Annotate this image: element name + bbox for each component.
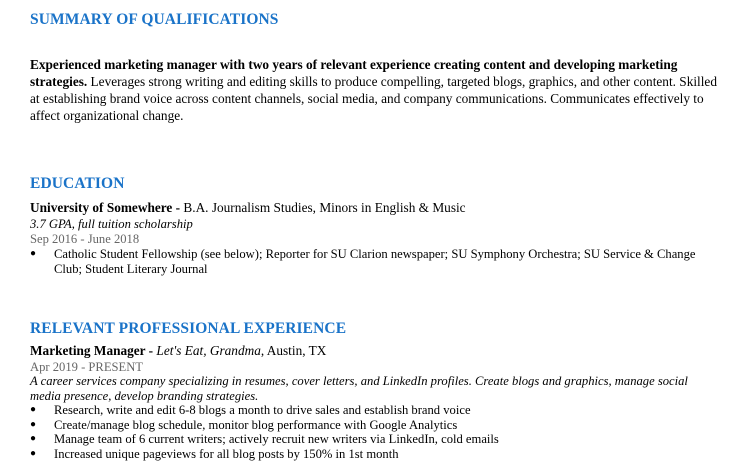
summary-paragraph xyxy=(30,56,720,124)
experience-description: A career services company specializing in resumes, cover letters, and LinkedIn profiles. Create blogs and graphics, manage social media presence, develop branding strategies. xyxy=(30,374,688,403)
summary-lead: Experienced marketing manager with two years of relevant experience creating content and developing marketing strategies. xyxy=(30,57,678,89)
list-item: ● Manage team of 6 current writers; actively recruit new writers via LinkedIn, cold emails xyxy=(30,432,720,447)
experience-bullet-list xyxy=(30,403,720,461)
summary-text: Leverages strong writing and editing skills to produce compelling, targeted blogs, graphics, and other content. Skilled at establishing brand voice across content channels, social media, and company communications. Communicates effectively to affect organizational change. xyxy=(30,74,717,123)
experience-title-line xyxy=(30,343,326,359)
experience-dates: Apr 2019 - PRESENT xyxy=(30,360,143,374)
job-location: , Austin, TX xyxy=(260,343,327,358)
job-title: Marketing Manager - xyxy=(30,343,154,358)
list-item: ● Create/manage blog schedule, monitor blog performance with Google Analytics xyxy=(30,418,720,433)
education-dates: Sep 2016 - June 2018 xyxy=(30,232,140,246)
education-gpa: 3.7 GPA, full tuition scholarship xyxy=(30,217,193,231)
education-bullet-list xyxy=(30,247,720,276)
list-item: ● Increased unique pageviews for all blog posts by 150% in 1st month xyxy=(30,447,720,462)
education-degree: B.A. Journalism Studies, Minors in English & Music xyxy=(180,200,466,215)
list-item: ● Catholic Student Fellowship (see below); Reporter for SU Clarion newspaper; SU Symphony Orchestra; SU Service & Change Club; Student Literary Journal xyxy=(30,247,720,276)
education-heading: EDUCATION xyxy=(30,175,125,192)
experience-heading: RELEVANT PROFESSIONAL EXPERIENCE xyxy=(30,320,347,337)
education-school: University of Somewhere - xyxy=(30,200,181,215)
company-name: Let's Eat, Grandma xyxy=(156,343,261,358)
list-item: ● Research, write and edit 6-8 blogs a month to drive sales and establish brand voice xyxy=(30,403,720,418)
education-school-line xyxy=(30,200,466,216)
summary-heading: SUMMARY OF QUALIFICATIONS xyxy=(30,11,279,28)
